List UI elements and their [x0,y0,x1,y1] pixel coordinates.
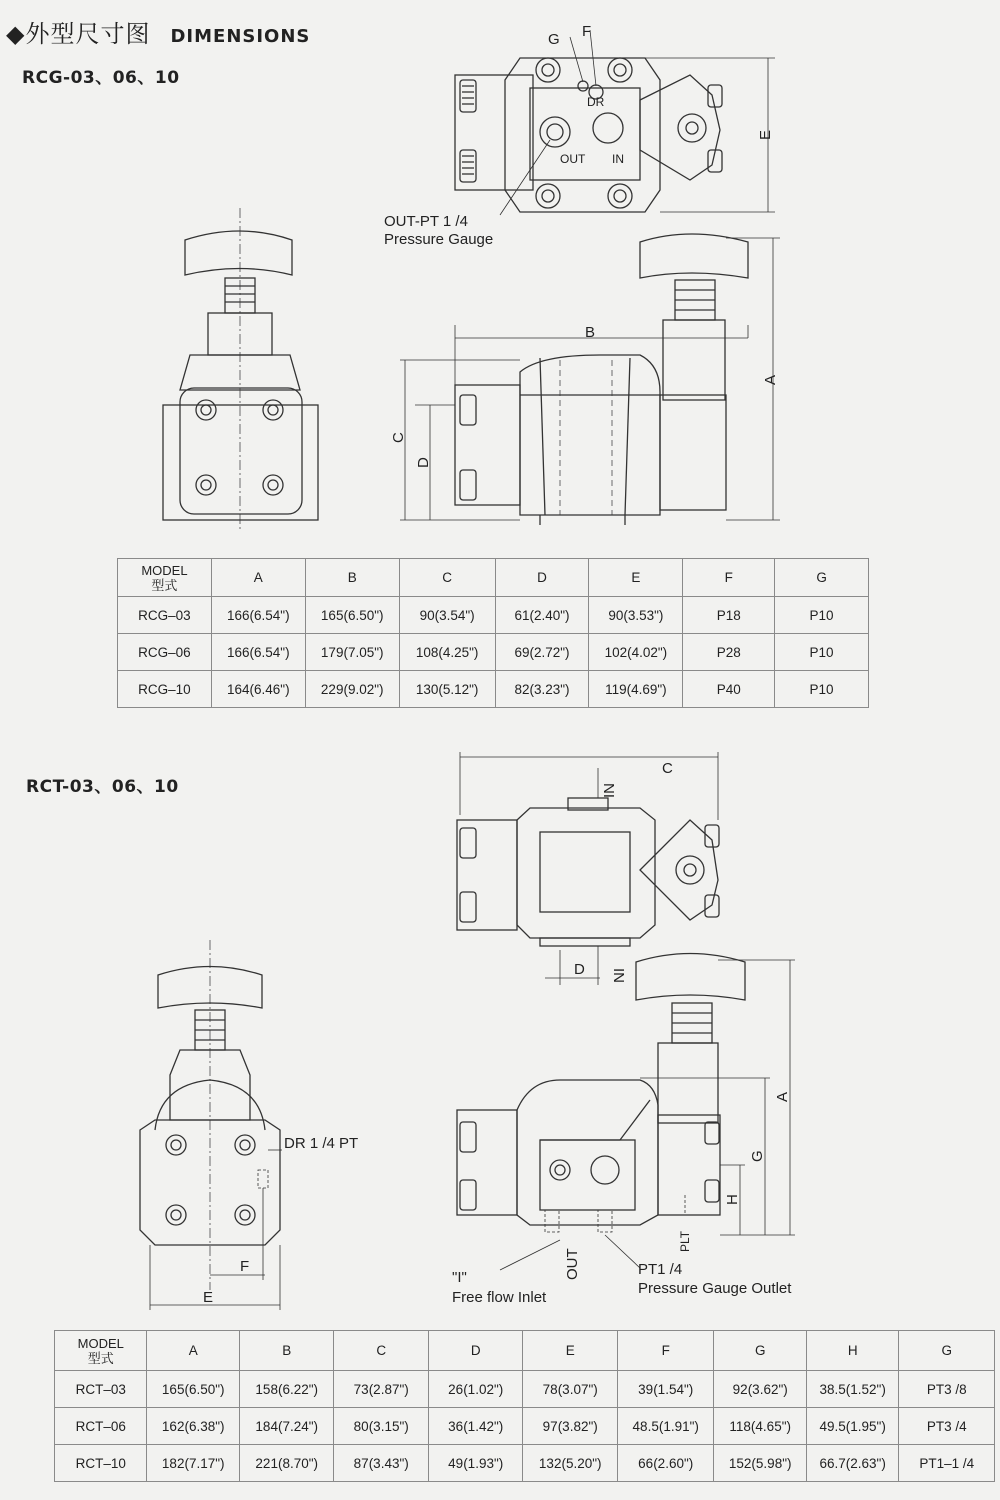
rcg-side-view [400,234,780,525]
rcg-label-a: A [762,374,779,385]
rcg-label-out: OUT [560,152,586,166]
table-cell: 49.5(1.95") [806,1408,898,1445]
rcg-label-c: C [390,432,407,443]
rct-label-a: A [774,1091,791,1102]
table-cell: 73(2.87") [334,1371,429,1408]
rct-label-d: D [574,961,585,978]
table-cell: 182(7.17") [147,1445,239,1482]
model-cell: RCG–10 [118,671,212,708]
rcg-front-knob [185,231,292,275]
rcg-label-dr: DR [587,95,605,109]
table-cell: 152(5.98") [714,1445,806,1482]
rct-front-view [140,940,282,1310]
table-header-row [118,559,869,597]
column-header: E [523,1331,618,1371]
table-cell: PT1–1 /4 [899,1445,995,1482]
table-cell: P10 [775,597,869,634]
model-cell: RCG–06 [118,634,212,671]
rct-inlet-label-2: Free flow Inlet [452,1289,547,1306]
rct-label-dr: DR 1 /4 PT [284,1135,359,1152]
rct-label-f: F [240,1258,250,1275]
rcg-label-d: D [415,457,432,468]
column-header: D [495,559,589,597]
table-cell: 221(8.70") [239,1445,334,1482]
table-cell: 66(2.60") [617,1445,714,1482]
table-row [55,1408,995,1445]
title-english: DIMENSIONS [170,26,311,47]
model-header [55,1331,147,1371]
table-cell: 80(3.15") [334,1408,429,1445]
table-cell: 26(1.02") [428,1371,523,1408]
table-cell: 66.7(2.63") [806,1445,898,1482]
table-cell: 39(1.54") [617,1371,714,1408]
table-cell: 108(4.25") [399,634,495,671]
table-cell: 82(3.23") [495,671,589,708]
rcg-front-flange [180,388,302,514]
table-cell: 78(3.07") [523,1371,618,1408]
column-header: G [714,1331,806,1371]
column-header: E [589,559,683,597]
column-header: C [334,1331,429,1371]
rct-side-knob [636,954,745,1001]
rcg-label-e: E [757,129,774,140]
rct-top-handwheel [640,820,718,920]
table-cell: 165(6.50") [147,1371,239,1408]
table-cell: 90(3.54") [399,597,495,634]
rct-dimensions-table [54,1330,995,1482]
rcg-label-f: F [582,23,592,40]
table-cell: 97(3.82") [523,1408,618,1445]
table-cell: 229(9.02") [305,671,399,708]
rct-label-plt: PLT [678,1230,692,1252]
table-cell: 87(3.43") [334,1445,429,1482]
model-header-cn: 型式 [87,1350,114,1366]
table-cell: 90(3.53") [589,597,683,634]
column-header: C [399,559,495,597]
model-header [118,559,212,597]
table-row [55,1445,995,1482]
title-chinese: 外型尺寸图 [25,20,151,48]
table-cell: 48.5(1.91") [617,1408,714,1445]
diamond-bullet-icon: ◆ [6,20,26,48]
table-cell: 118(4.65") [714,1408,806,1445]
rct-top-body [517,808,655,938]
table-row [118,597,869,634]
column-header: G [899,1331,995,1371]
table-cell: 184(7.24") [239,1408,334,1445]
rcg-label-g: G [548,31,560,48]
rct-top-view [457,752,719,985]
rcg-series-title: RCG-03、06、10 [22,68,180,88]
table-cell: 61(2.40") [495,597,589,634]
column-header: H [806,1331,898,1371]
model-cell: RCG–03 [118,597,212,634]
table-cell: P18 [683,597,775,634]
column-header: B [239,1331,334,1371]
column-header: F [683,559,775,597]
table-cell: 102(4.02") [589,634,683,671]
table-cell: P10 [775,671,869,708]
table-cell: P10 [775,634,869,671]
column-header: A [211,559,305,597]
table-cell: PT3 /8 [899,1371,995,1408]
table-row [118,671,869,708]
rct-series-title: RCT-03、06、10 [26,777,179,797]
table-cell: 69(2.72") [495,634,589,671]
table-cell: 164(6.46") [211,671,305,708]
model-header-en: MODEL [77,1335,124,1351]
rct-label-c: C [662,760,673,777]
table-cell: 49(1.93") [428,1445,523,1482]
rct-outlet-label-1: PT1 /4 [638,1261,683,1278]
column-header: A [147,1331,239,1371]
rcg-side-knob [640,234,748,278]
table-cell: 130(5.12") [399,671,495,708]
table-cell: 158(6.22") [239,1371,334,1408]
table-cell: P28 [683,634,775,671]
table-cell: P40 [683,671,775,708]
rct-inlet-label-1: "I" [452,1269,467,1286]
table-row [55,1371,995,1408]
table-row [118,634,869,671]
table-cell: 119(4.69") [589,671,683,708]
table-cell: 92(3.62") [714,1371,806,1408]
rcg-dimensions-table [117,558,869,708]
rct-label-in-top: IN [601,783,618,798]
table-cell: 162(6.38") [147,1408,239,1445]
rct-outlet-label-2: Pressure Gauge Outlet [638,1280,792,1297]
column-header: G [775,559,869,597]
rct-side-body [517,1080,658,1225]
rcg-top-view [455,30,775,215]
model-cell: RCT–10 [55,1445,147,1482]
rct-label-h: H [724,1194,741,1205]
rcg-front-view [163,208,318,530]
rct-side-view [457,954,795,1271]
rct-label-e: E [203,1289,214,1306]
rct-label-in-bottom: IN [610,968,627,983]
table-header-row [55,1331,995,1371]
column-header: F [617,1331,714,1371]
rcg-gauge-label-1: OUT-PT 1 /4 [384,213,468,230]
table-cell: 179(7.05") [305,634,399,671]
model-cell: RCT–06 [55,1408,147,1445]
table-cell: 165(6.50") [305,597,399,634]
table-cell: 166(6.54") [211,597,305,634]
model-cell: RCT–03 [55,1371,147,1408]
rcg-label-b: B [585,324,596,341]
model-header-en: MODEL [141,562,188,578]
table-cell: 36(1.42") [428,1408,523,1445]
table-cell: 132(5.20") [523,1445,618,1482]
column-header: B [305,559,399,597]
table-cell: 166(6.54") [211,634,305,671]
column-header: D [428,1331,523,1371]
rcg-label-in: IN [612,152,624,166]
model-header-cn: 型式 [151,577,178,593]
table-cell: PT3 /4 [899,1408,995,1445]
table-cell: 38.5(1.52") [806,1371,898,1408]
rcg-gauge-label-2: Pressure Gauge [384,231,494,248]
rct-label-out: OUT [564,1248,581,1280]
rct-label-g: G [749,1150,766,1162]
